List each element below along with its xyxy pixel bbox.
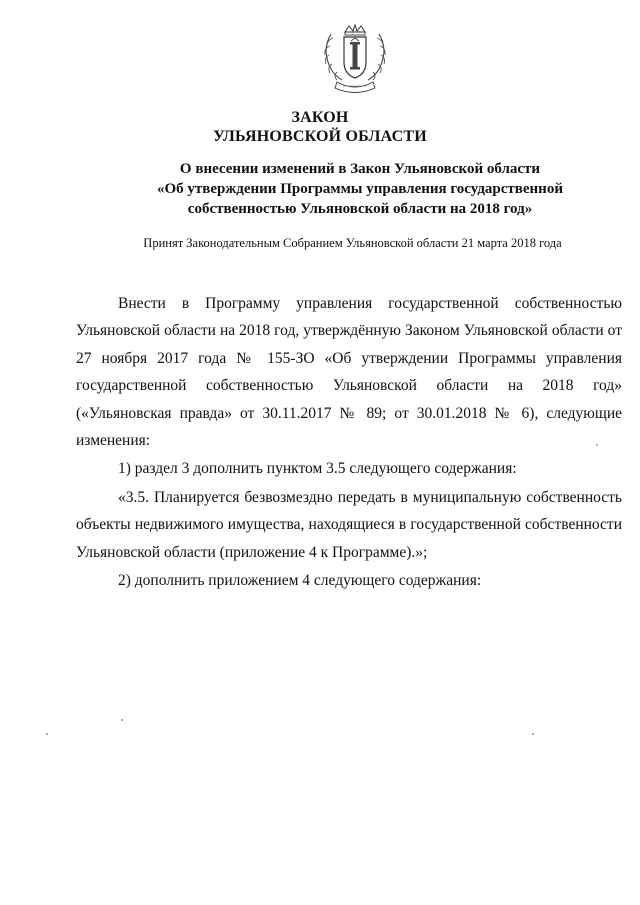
law-body — [76, 290, 622, 594]
scan-speck — [532, 733, 534, 735]
region-heading: УЛЬЯНОВСКОЙ ОБЛАСТИ — [213, 128, 427, 145]
scan-speck — [596, 444, 598, 446]
law-subject — [110, 159, 610, 219]
doc-type-heading: ЗАКОН — [291, 109, 349, 126]
subject-line-2: «Об утверждении Программы управления государственной — [157, 181, 563, 197]
document-title — [0, 108, 640, 146]
intro-paragraph: Внести в Программу управления государственной собственностью Ульяновской области на 2018 год, утверждённую Законом Ульяновской области от 27 ноября 2017 года № 155-ЗО «Об утверждении Программы управления государственной собственностью Ульяновской области на 2018 год» («Ульяновская правда» от 30.11.2017 № 89; от 30.01.2018 № 6), следующие изменения: — [76, 295, 622, 450]
subject-line-3: собственностью Ульяновской области на 2018 год» — [187, 201, 533, 217]
item-1-paragraph: 1) раздел 3 дополнить пунктом 3.5 следующего содержания: — [118, 460, 517, 478]
subject-line-1: О внесении изменений в Закон Ульяновской области — [179, 161, 541, 177]
adoption-note: Принят Законодательным Собранием Ульяновской области 21 марта 2018 года — [143, 236, 562, 250]
scan-speck — [46, 733, 48, 735]
quoted-clause-paragraph: «3.5. Планируется безвозмездно передать в муниципальную собственность объекты недвижимого имущества, находящиеся в государственной собственности Ульяновской области (приложение 4 к Программе).»; — [76, 488, 622, 561]
coat-of-arms-icon — [313, 22, 397, 98]
item-2-paragraph: 2) дополнить приложением 4 следующего содержания: — [118, 572, 482, 590]
scan-speck — [121, 719, 123, 721]
